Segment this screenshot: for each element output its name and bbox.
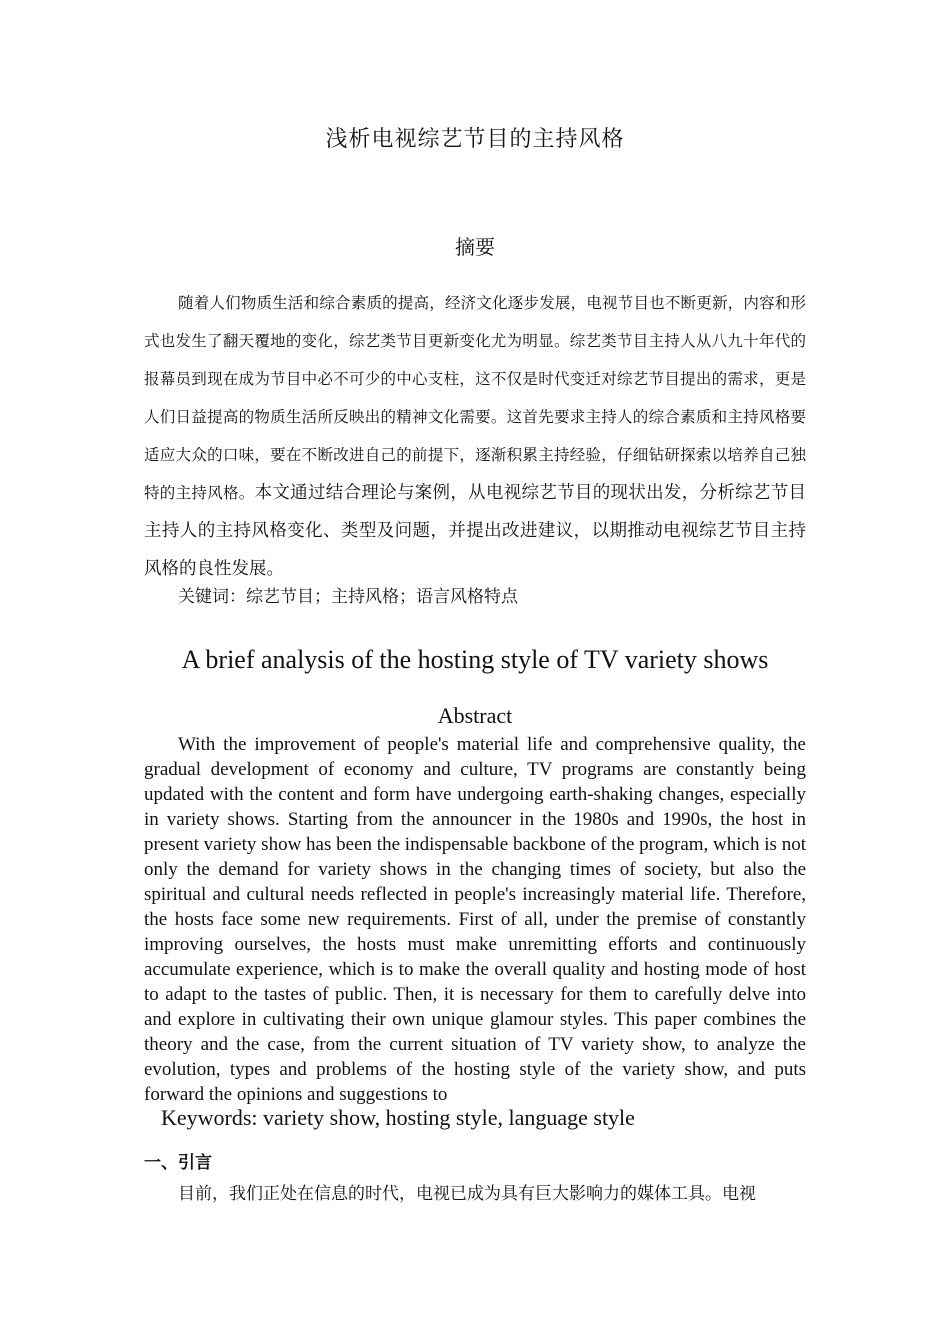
section-heading-introduction: 一、引言 [144,1153,212,1173]
english-abstract-paragraph: With the improvement of people's material life and comprehensive quality, the gradual development of economy and culture, TV programs are constantly being updated with the content and form have undergoing earth-shaking changes, especially in variety shows. Starting from the announcer in the 1980s and 1990s, the host in present variety show has been the indispensable backbone of the program, which is not only the demand for variety shows in the changing times of society, but also the spiritual and cultural needs reflected in people's increasingly material life. Therefore, the hosts face some new requirements. First of all, under the premise of constantly improving ourselves, the hosts must make unremitting efforts and continuously accumulate experience, which is to make the overall quality and hosting mode of host to adapt to the tastes of public. Then, it is necessary for them to carefully delve into and explore in cultivating their own unique glamour styles. This paper combines the theory and the case, from the current situation of TV variety show, to analyze the evolution, types and problems of the hosting style of the variety show, and puts forward the opinions and suggestions to [144,734,806,1105]
chinese-keywords: 关键词：综艺节目；主持风格；语言风格特点 [178,587,518,607]
chinese-abstract-heading: 摘要 [455,235,495,259]
english-keywords: Keywords: variety show, hosting style, language style [161,1105,635,1130]
english-title: A brief analysis of the hosting style of TV variety shows [181,645,769,674]
chinese-abstract-text-part2: 本文通过结合理论与案例，从电视综艺节目的现状出发，分析综艺节目主持人的主持风格变化、类型及问题，并提出改进建议，以期推动电视综艺节目主持风格的良性发展。 [144,483,806,579]
chinese-abstract-paragraph [144,284,806,588]
introduction-paragraph: 目前，我们正处在信息的时代，电视已成为具有巨大影响力的媒体工具。电视 [178,1184,756,1204]
chinese-abstract-text-part1: 随着人们物质生活和综合素质的提高，经济文化逐步发展，电视节目也不断更新，内容和形式也发生了翻天覆地的变化，综艺类节目更新变化尤为明显。综艺类节目主持人从八九十年代的报幕员到现在成为节目中必不可少的中心支柱，这不仅是时代变迁对综艺节目提出的需求，更是人们日益提高的物质生活所反映出的精神文化需要。这首先要求主持人的综合素质和主持风格要适应大众的口味，要在不断改进自己的前提下，逐渐积累主持经验，仔细钻研探索以培养自己独特的主持风格。 [144,294,806,502]
chinese-title: 浅析电视综艺节目的主持风格 [325,127,625,152]
english-abstract-heading: Abstract [437,703,513,728]
